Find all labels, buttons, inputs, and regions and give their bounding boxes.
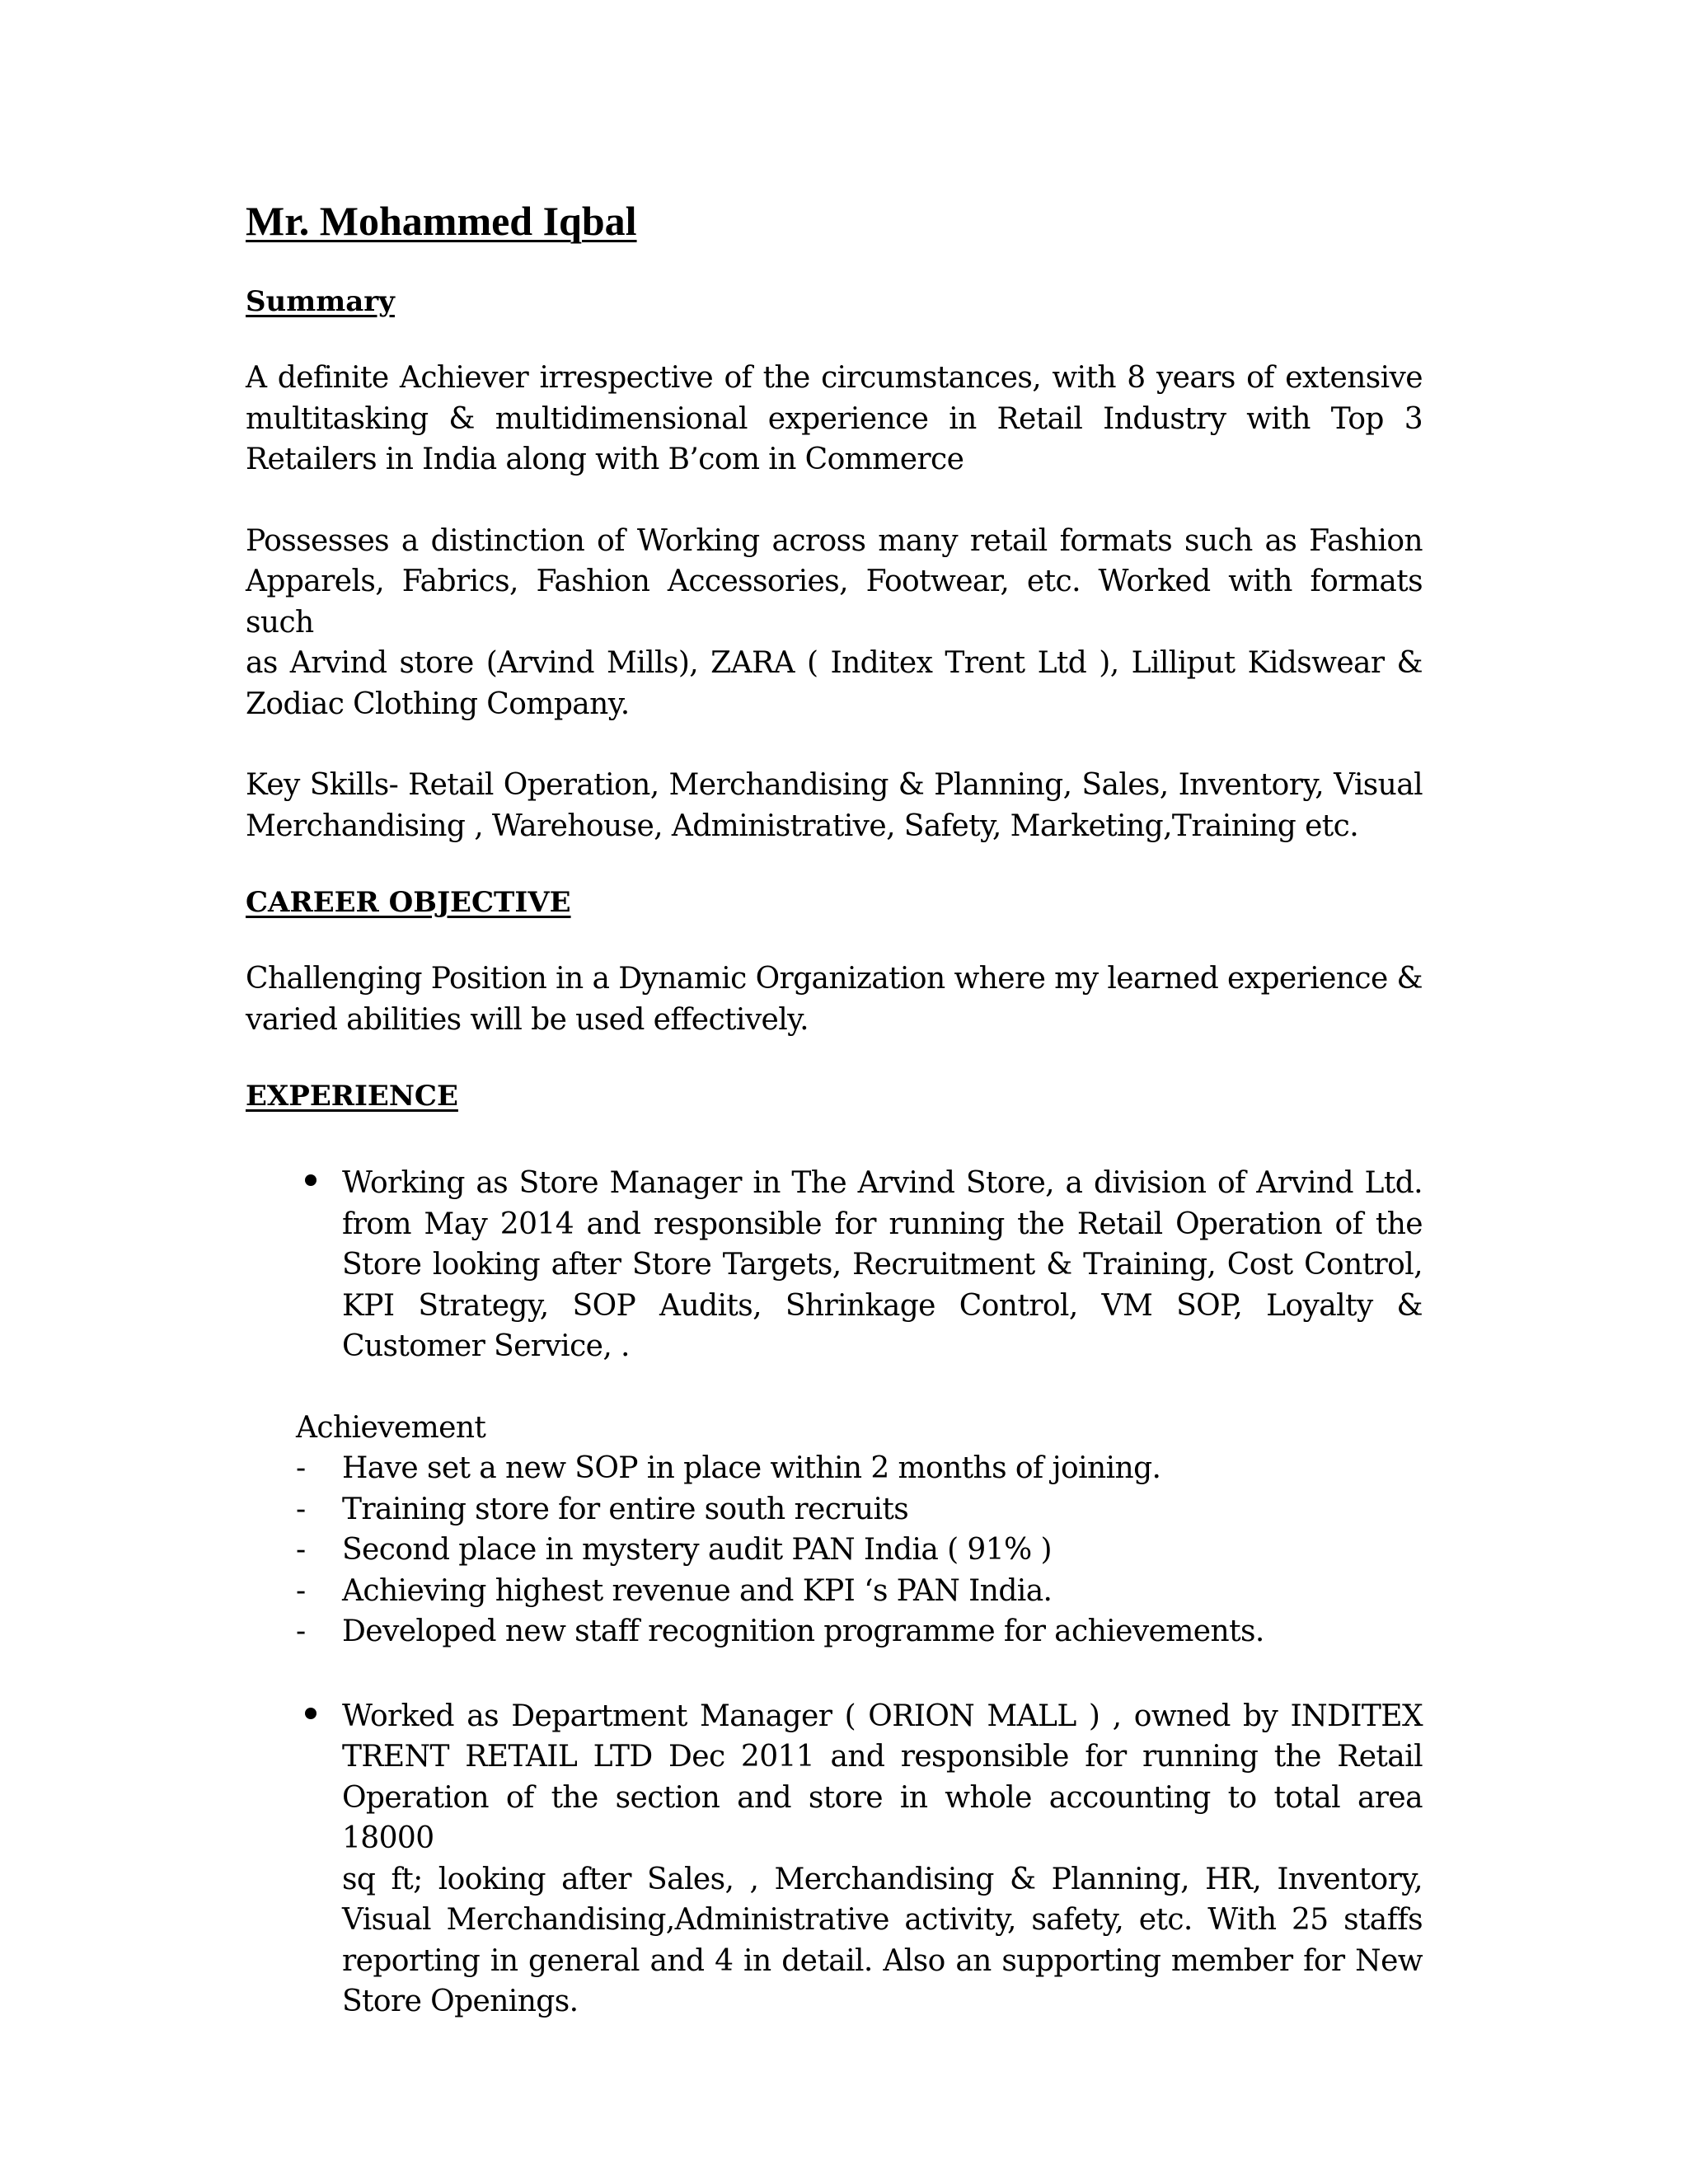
job-line: Working as Store Manager in The Arvind Store, a division of Arvind Ltd. xyxy=(342,1166,1423,1200)
list-item xyxy=(246,1611,1423,1652)
list-item xyxy=(246,1571,1423,1612)
summary-p2-line: Zodiac Clothing Company. xyxy=(246,687,630,721)
job-description xyxy=(342,1696,1423,2022)
job-line: reporting in general and 4 in detail. Also an supporting member for New xyxy=(342,1943,1423,1978)
job-line: sq ft; looking after Sales, , Merchandising & Planning, HR, Inventory, xyxy=(342,1862,1423,1896)
summary-p1-line: A definite Achiever irrespective of the circumstances, with 8 years of extensive xyxy=(246,361,1423,395)
job-line: Customer Service, . xyxy=(342,1329,630,1363)
resume-page xyxy=(246,196,1423,2022)
summary-p2-line: Apparels, Fabrics, Fashion Accessories, Footwear, etc. Worked with formats such xyxy=(246,565,1423,640)
summary-p2-line: as Arvind store (Arvind Mills), ZARA ( Inditex Trent Ltd ), Lilliput Kidswear & xyxy=(246,646,1423,680)
experience-item-arvind xyxy=(246,1163,1423,1367)
experience-item-zara xyxy=(246,1696,1423,2022)
achievement-text: Second place in mystery audit PAN India ( 91% ) xyxy=(342,1533,1052,1567)
job-description xyxy=(342,1163,1423,1367)
list-item xyxy=(246,1448,1423,1489)
experience-heading: EXPERIENCE xyxy=(246,1080,458,1113)
job-line: Store looking after Store Targets, Recruitment & Training, Cost Control, xyxy=(342,1248,1423,1282)
candidate-name: Mr. Mohammed Iqbal xyxy=(246,198,637,244)
job-line: Operation of the section and store in whole accounting to total area 18000 xyxy=(342,1780,1423,1855)
achievement-list xyxy=(246,1448,1423,1652)
dash-marker: - xyxy=(296,1533,306,1567)
bullet-icon xyxy=(305,1708,316,1719)
achievement-text: Training store for entire south recruits xyxy=(342,1492,909,1526)
job-line: TRENT RETAIL LTD Dec 2011 and responsible for running the Retail xyxy=(342,1740,1423,1774)
career-objective-text xyxy=(246,958,1423,1040)
summary-paragraph-2 xyxy=(246,521,1423,725)
summary-p1-line: multitasking & multidimensional experience in Retail Industry with Top 3 xyxy=(246,401,1423,436)
achievement-text: Have set a new SOP in place within 2 months of joining. xyxy=(342,1451,1161,1485)
achievement-text: Developed new staff recognition programme for achievements. xyxy=(342,1615,1264,1648)
job-line: Visual Merchandising,Administrative activity, safety, etc. With 25 staffs xyxy=(342,1903,1423,1937)
dash-marker: - xyxy=(296,1573,306,1608)
dash-marker: - xyxy=(296,1615,306,1648)
job-line: Store Openings. xyxy=(342,1985,579,2018)
objective-line: Challenging Position in a Dynamic Organization where my learned experience & xyxy=(246,962,1423,996)
job-line: from May 2014 and responsible for running the Retail Operation of the xyxy=(342,1207,1423,1241)
dash-marker: - xyxy=(296,1451,306,1485)
summary-heading: Summary xyxy=(246,285,395,318)
bullet-icon xyxy=(305,1174,316,1186)
achievement-text: Achieving highest revenue and KPI ‘s PAN India. xyxy=(342,1573,1053,1608)
summary-p1-line: Retailers in India along with B’com in Commerce xyxy=(246,443,964,476)
list-item xyxy=(246,1530,1423,1571)
key-skills-line: Key Skills- Retail Operation, Merchandising & Planning, Sales, Inventory, Visual xyxy=(246,768,1423,802)
career-objective-heading: CAREER OBJECTIVE xyxy=(246,886,571,919)
job-line: Worked as Department Manager ( ORION MALL ) , owned by INDITEX xyxy=(342,1699,1423,1733)
list-item xyxy=(246,1489,1423,1530)
key-skills-paragraph xyxy=(246,765,1423,846)
key-skills-line: Merchandising , Warehouse, Administrative, Safety, Marketing,Training etc. xyxy=(246,808,1359,843)
job-line: KPI Strategy, SOP Audits, Shrinkage Control, VM SOP, Loyalty & xyxy=(342,1288,1423,1323)
objective-line: varied abilities will be used effectively. xyxy=(246,1002,809,1037)
achievement-label: Achievement xyxy=(296,1410,486,1445)
summary-p2-line: Possesses a distinction of Working across many retail formats such as Fashion xyxy=(246,523,1423,558)
dash-marker: - xyxy=(296,1492,306,1526)
summary-paragraph-1 xyxy=(246,358,1423,480)
